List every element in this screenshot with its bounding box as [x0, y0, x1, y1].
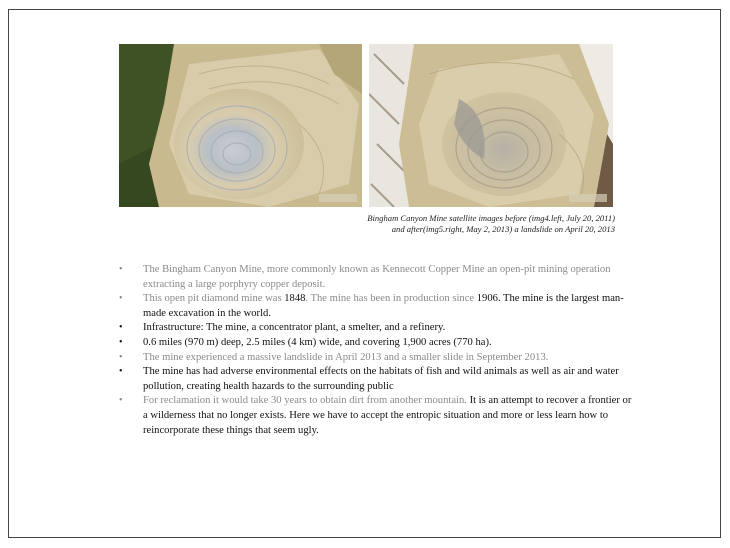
bullet-dot: • [119, 395, 123, 407]
bullet-item [113, 394, 633, 438]
bullet-text: . The mine has been in production since [305, 293, 477, 305]
satellite-image-after-art [369, 44, 613, 207]
bullet-text: The Bingham Canyon Mine, more commonly known as Kennecott Copper Mine an open-pit mining operation extracting a large porphyry copper deposit. [143, 264, 611, 290]
bullet-item [113, 365, 633, 394]
satellite-image-after [369, 44, 613, 207]
bullet-text: For reclamation it would take 30 years to obtain dirt from another mountain. [143, 395, 470, 407]
bullet-item [113, 351, 633, 366]
bullet-text: 1906. The mine is the largest man-made excavation in the world. [143, 293, 624, 319]
bullet-item [113, 263, 633, 292]
caption-line-1: Bingham Canyon Mine satellite images before (img4.left, July 20, 2011) [367, 213, 615, 223]
bullet-item [113, 336, 633, 351]
bullet-text: 0.6 miles (970 m) deep, 2.5 miles (4 km) wide, and covering 1,900 acres (770 ha). [143, 336, 492, 348]
bullet-dot: • [119, 351, 123, 363]
bullet-dot: • [119, 293, 123, 305]
bullet-text: 1848 [284, 293, 306, 305]
slide [8, 9, 721, 538]
bullet-dot: • [119, 322, 123, 334]
bullet-item [113, 292, 633, 321]
bullet-text: This open pit diamond mine was [143, 293, 285, 305]
bullet-list [113, 263, 633, 438]
caption-line-2: and after(img5.right, May 2, 2013) a landslide on April 20, 2013 [391, 224, 615, 234]
bullet-dot: • [119, 336, 123, 348]
bullet-text: The mine has had adverse environmental effects on the habitats of fish and wild animals as well as air and water pollution, creating health hazards to the surrounding public [143, 366, 619, 392]
bullet-dot: • [119, 264, 123, 275]
satellite-image-before [119, 44, 362, 207]
bullet-dot: • [119, 366, 123, 378]
bullet-text: Infrastructure: The mine, a concentrator plant, a smelter, and a refinery. [143, 322, 446, 334]
bullet-item [113, 321, 633, 336]
image-caption [269, 213, 615, 235]
bullet-text: The mine experienced a massive landslide in April 2013 and a smaller slide in September 2013. [143, 351, 549, 363]
bullet-text: It is an attempt to recover a frontier or a wilderness that no longer exists. Here we have to accept the entropic situation and more or less learn how to reincorporate these things that seem ugly. [143, 395, 632, 436]
satellite-image-before-art [119, 44, 362, 207]
